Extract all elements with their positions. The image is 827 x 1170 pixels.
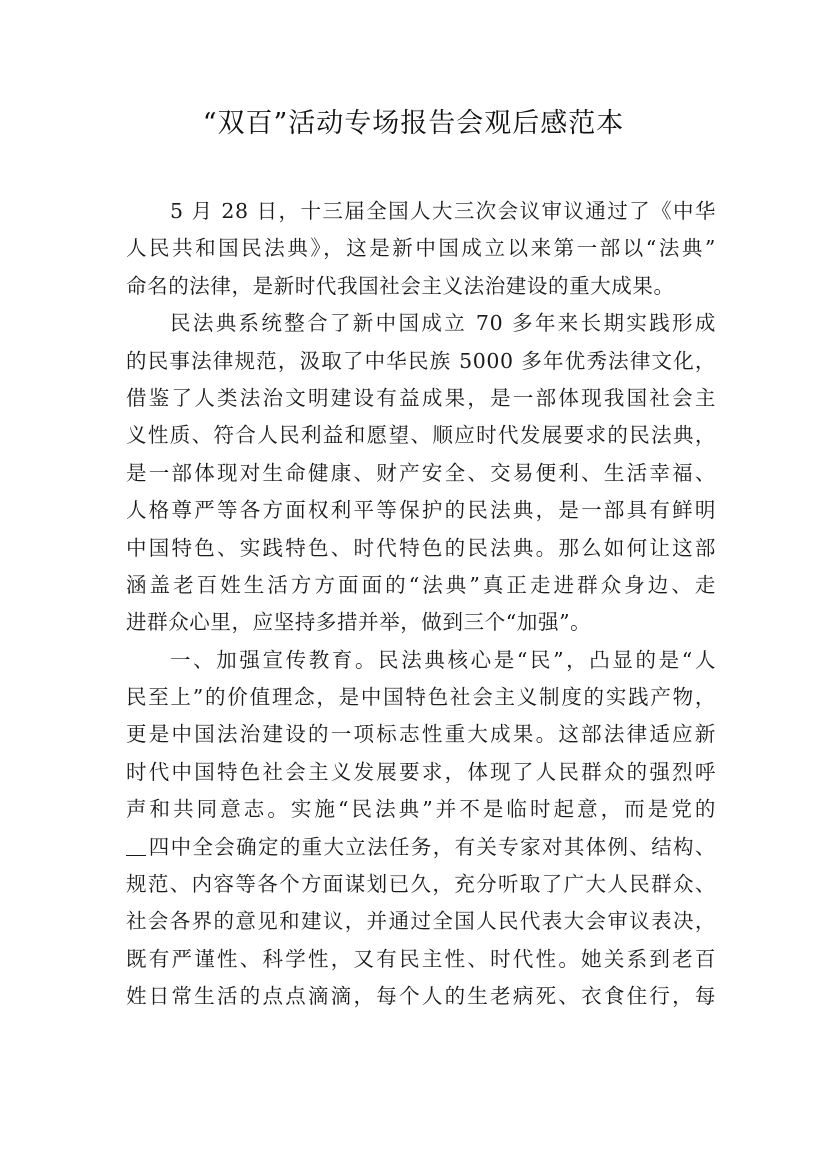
text-line: 人格尊严等各方面权利平等保护的民法典，是一部具有鲜明 — [126, 498, 716, 523]
text-line: 是一部体现对生命健康、财产安全、交易便利、生活幸福、 — [126, 460, 716, 485]
text-line: 姓日常生活的点点滴滴，每个人的生老病死、衣食住行，每 — [126, 984, 716, 1009]
text-line: 声和共同意志。实施“民法典”并不是临时起意，而是党的 — [126, 797, 716, 822]
text-line: 既有严谨性、科学性，又有民主性、时代性。她关系到老百 — [126, 946, 716, 971]
text-line: 社会各界的意见和建议，并通过全国人民代表大会审议表决， — [126, 909, 716, 934]
text-line: 民法典系统整合了新中国成立 70 多年来长期实践形成 — [170, 311, 716, 336]
text-line: 规范、内容等各个方面谋划已久，充分听取了广大人民群众、 — [126, 872, 716, 897]
text-line: 涵盖老百姓生活方方面面的“法典”真正走进群众身边、走 — [126, 572, 716, 597]
text-line: 民至上”的价值理念，是中国特色社会主义制度的实践产物， — [126, 685, 716, 710]
text-line: 一、加强宣传教育。民法典核心是“民”，凸显的是“人 — [170, 647, 716, 672]
text-line: 命名的法律，是新时代我国社会主义法治建设的重大成果。 — [126, 273, 675, 298]
text-line: 借鉴了人类法治文明建设有益成果，是一部体现我国社会主 — [126, 385, 716, 410]
text-line: 时代中国特色社会主义发展要求，体现了人民群众的强烈呼 — [126, 759, 716, 784]
text-line: 更是中国法治建设的一项标志性重大成果。这部法律适应新 — [126, 722, 716, 747]
document-body — [126, 193, 716, 1016]
text-line-content: 四中全会确定的重大立法任务，有关专家对其体例、结构、 — [148, 834, 716, 859]
text-line: 中国特色、实践特色、时代特色的民法典。那么如何让这部 — [126, 535, 716, 560]
text-line: 义性质、符合人民利益和愿望、顺应时代发展要求的民法典， — [126, 423, 716, 448]
fill-in-blank — [126, 837, 146, 856]
text-line: 人民共和国民法典》，这是新中国成立以来第一部以“法典” — [126, 236, 716, 261]
document-title: “双百”活动专场报告会观后感范本 — [202, 108, 625, 139]
text-line: 5 月 28 日，十三届全国人大三次会议审议通过了《中华 — [170, 199, 716, 223]
text-line-with-blank — [126, 829, 716, 866]
text-line: 的民事法律规范，汲取了中华民族 5000 多年优秀法律文化， — [126, 348, 716, 373]
text-line: 进群众心里，应坚持多措并举，做到三个“加强”。 — [126, 610, 592, 635]
